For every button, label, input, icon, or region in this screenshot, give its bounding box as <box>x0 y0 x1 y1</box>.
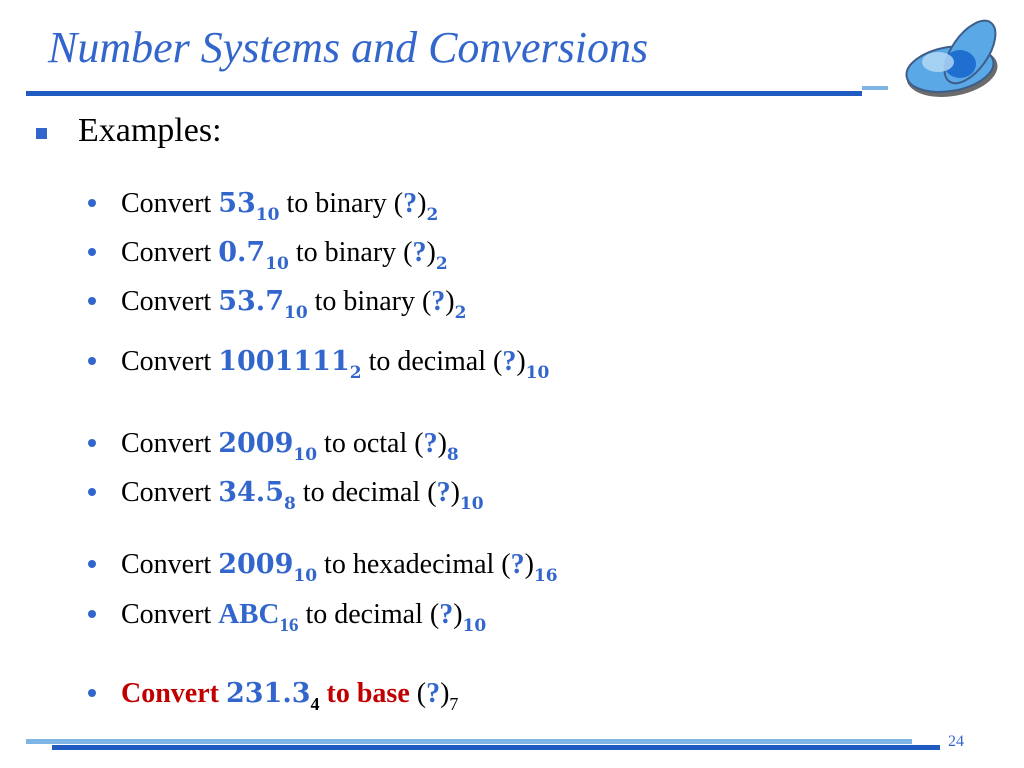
item-base: 4 <box>310 694 320 714</box>
item-target: 10 <box>525 363 550 383</box>
item-open: ( <box>416 678 427 709</box>
footer-bar-light <box>26 739 912 744</box>
bullet-icon <box>88 560 96 568</box>
bullet-icon <box>88 439 96 447</box>
item-question: ? <box>403 188 418 219</box>
logo-icon <box>898 14 1004 104</box>
item-target: 2 <box>426 205 439 225</box>
item-mid: to decimal ( <box>361 346 503 377</box>
item-close: ) <box>445 286 455 317</box>
item-prefix: Convert <box>121 188 219 219</box>
item-close: ) <box>450 477 460 508</box>
list-item <box>88 346 550 383</box>
item-question: ? <box>423 428 438 459</box>
list-item <box>88 428 459 465</box>
item-mid: to binary ( <box>307 286 432 317</box>
item-mid: to binary ( <box>279 188 404 219</box>
item-question: ? <box>439 599 454 630</box>
title-underline-dark <box>26 91 862 96</box>
item-value: 2009 <box>218 549 294 580</box>
item-base: 16 <box>279 615 299 636</box>
item-prefix: Convert <box>121 678 226 709</box>
list-item <box>88 237 448 274</box>
item-mid: to binary ( <box>288 237 413 268</box>
item-base: 10 <box>283 303 308 323</box>
item-question: ? <box>436 477 451 508</box>
list-item <box>88 286 467 323</box>
list-item <box>88 598 487 636</box>
item-question: ? <box>510 549 525 580</box>
item-base: 10 <box>293 445 318 465</box>
list-item <box>88 188 439 225</box>
item-mid: to octal ( <box>317 428 424 459</box>
examples-heading: Examples: <box>78 112 222 149</box>
item-base: 10 <box>293 566 318 586</box>
item-base: 10 <box>255 205 280 225</box>
footer-bar-dark <box>52 745 940 750</box>
item-value: 34.5 <box>218 477 284 508</box>
item-question: ? <box>502 346 517 377</box>
item-mid: to hexadecimal ( <box>317 549 511 580</box>
item-value: 53 <box>218 188 256 219</box>
item-close: ) <box>426 237 436 268</box>
bullet-icon <box>88 610 96 618</box>
item-prefix: Convert <box>121 549 219 580</box>
item-base: 8 <box>283 494 296 514</box>
bullet-icon <box>88 199 96 207</box>
item-mid: to decimal ( <box>295 477 437 508</box>
item-target: 8 <box>446 445 459 465</box>
square-bullet-icon <box>36 128 47 139</box>
item-base: 10 <box>265 254 289 274</box>
item-value: 53.7 <box>218 286 284 317</box>
item-question: ? <box>426 678 441 709</box>
item-prefix: Convert <box>121 346 219 377</box>
item-prefix: Convert <box>121 477 219 508</box>
item-close: ) <box>437 428 447 459</box>
item-close: ) <box>440 678 450 709</box>
item-prefix: Convert <box>121 237 219 268</box>
item-target: 7 <box>449 694 459 714</box>
item-question: ? <box>431 286 446 317</box>
item-target: 10 <box>462 616 487 636</box>
item-target: 2 <box>454 303 467 323</box>
bullet-icon <box>88 297 96 305</box>
item-value: 1001111 <box>218 346 350 377</box>
item-close: ) <box>417 188 427 219</box>
item-base: 2 <box>349 363 362 383</box>
item-question: ? <box>412 237 427 268</box>
item-target: 16 <box>533 566 558 586</box>
list-item <box>88 549 558 586</box>
item-value: 231.3 <box>225 678 311 709</box>
item-value: ABC <box>218 598 280 630</box>
item-value: 2009 <box>218 428 294 459</box>
list-item-highlight <box>88 678 459 714</box>
slide-title: Number Systems and Conversions <box>48 23 649 72</box>
item-mid: to base <box>319 678 417 709</box>
item-target: 10 <box>459 494 484 514</box>
bullet-icon <box>88 488 96 496</box>
item-mid: to decimal ( <box>298 599 440 630</box>
item-close: ) <box>453 599 463 630</box>
item-value: 0.7 <box>218 237 266 268</box>
item-prefix: Convert <box>121 286 219 317</box>
list-item <box>88 477 484 514</box>
title-underline-light <box>862 86 888 90</box>
page-number: 24 <box>948 733 964 750</box>
bullet-icon <box>88 689 96 697</box>
item-close: ) <box>524 549 534 580</box>
item-prefix: Convert <box>121 599 219 630</box>
item-prefix: Convert <box>121 428 219 459</box>
bullet-icon <box>88 357 96 365</box>
bullet-icon <box>88 248 96 256</box>
item-close: ) <box>516 346 526 377</box>
item-target: 2 <box>435 254 448 274</box>
